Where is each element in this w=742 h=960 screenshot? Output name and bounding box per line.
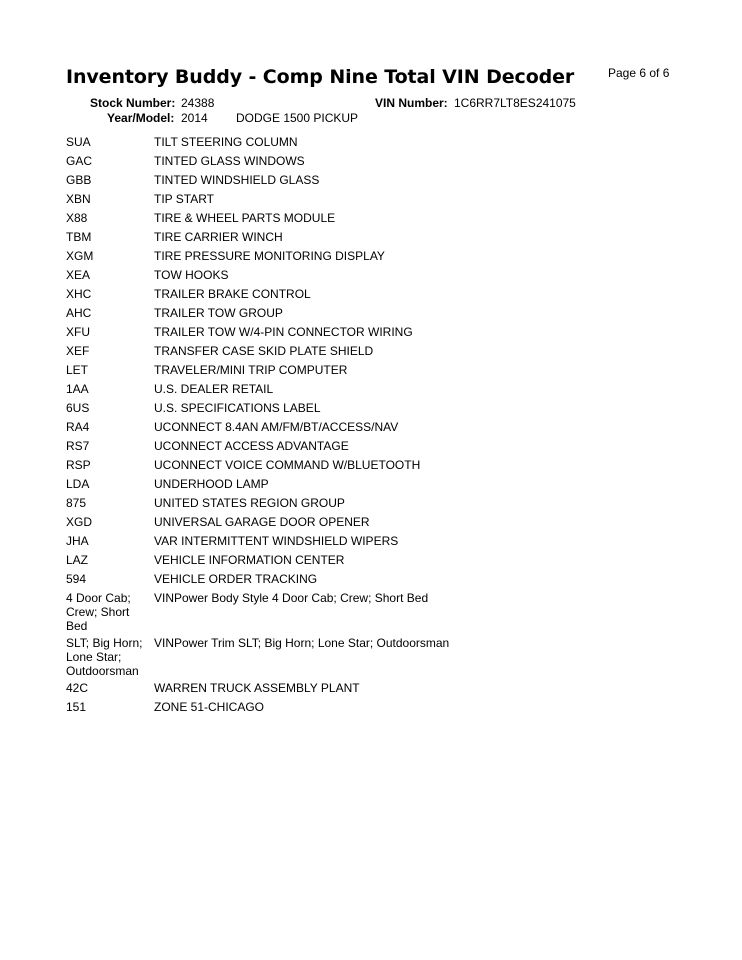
option-row xyxy=(66,697,486,716)
option-row xyxy=(66,208,486,227)
stock-number-label: Stock Number: xyxy=(90,96,176,110)
option-description: TIRE CARRIER WINCH xyxy=(154,230,283,244)
option-description: VINPower Trim SLT; Big Horn; Lone Star; Outdoorsman xyxy=(154,636,450,650)
stock-number-value: 24388 xyxy=(181,96,215,110)
option-description: TRAILER BRAKE CONTROL xyxy=(154,287,311,301)
option-code: LET xyxy=(66,363,89,377)
option-row xyxy=(66,170,486,189)
option-row xyxy=(66,379,486,398)
option-row xyxy=(66,227,486,246)
option-row xyxy=(66,512,486,531)
option-code: 875 xyxy=(66,496,87,510)
option-code: 42C xyxy=(66,681,89,695)
option-description: U.S. DEALER RETAIL xyxy=(154,382,274,396)
option-description: TILT STEERING COLUMN xyxy=(154,135,298,149)
option-description: TINTED GLASS WINDOWS xyxy=(154,154,305,168)
option-row xyxy=(66,455,486,474)
option-description: ZONE 51-CHICAGO xyxy=(154,700,265,714)
option-code: XFU xyxy=(66,325,90,339)
page-title: Inventory Buddy - Comp Nine Total VIN Decoder xyxy=(66,66,575,88)
option-description: TIRE & WHEEL PARTS MODULE xyxy=(154,211,336,225)
option-code: RA4 xyxy=(66,420,90,434)
option-description: WARREN TRUCK ASSEMBLY PLANT xyxy=(154,681,360,695)
option-code: AHC xyxy=(66,306,92,320)
option-code: 151 xyxy=(66,700,87,714)
option-row xyxy=(66,633,486,678)
option-row xyxy=(66,474,486,493)
option-code: 6US xyxy=(66,401,90,415)
vin-number-value: 1C6RR7LT8ES241075 xyxy=(454,96,576,110)
option-description: UNIVERSAL GARAGE DOOR OPENER xyxy=(154,515,370,529)
option-row xyxy=(66,678,486,697)
option-row xyxy=(66,398,486,417)
page-number: Page 6 of 6 xyxy=(608,66,670,80)
option-description: UCONNECT ACCESS ADVANTAGE xyxy=(154,439,349,453)
option-code: 594 xyxy=(66,572,87,586)
option-code: RSP xyxy=(66,458,91,472)
option-row xyxy=(66,303,486,322)
option-description: TINTED WINDSHIELD GLASS xyxy=(154,173,320,187)
option-description: U.S. SPECIFICATIONS LABEL xyxy=(154,401,321,415)
option-code: XGD xyxy=(66,515,93,529)
option-row xyxy=(66,360,486,379)
option-row xyxy=(66,569,486,588)
option-row xyxy=(66,588,486,633)
option-code: GAC xyxy=(66,154,93,168)
option-code: TBM xyxy=(66,230,92,244)
option-description: TRAVELER/MINI TRIP COMPUTER xyxy=(154,363,348,377)
option-description: UNDERHOOD LAMP xyxy=(154,477,269,491)
option-row xyxy=(66,151,486,170)
option-code: X88 xyxy=(66,211,88,225)
option-code: 4 Door Cab; Crew; Short Bed xyxy=(66,591,131,633)
option-code: XGM xyxy=(66,249,94,263)
options-list xyxy=(66,132,486,716)
option-row xyxy=(66,189,486,208)
option-code: RS7 xyxy=(66,439,90,453)
option-description: TIRE PRESSURE MONITORING DISPLAY xyxy=(154,249,385,263)
vin-number-label: VIN Number: xyxy=(375,96,448,110)
model-value: DODGE 1500 PICKUP xyxy=(236,111,359,125)
option-row xyxy=(66,284,486,303)
option-code: LDA xyxy=(66,477,90,491)
option-description: UCONNECT 8.4AN AM/FM/BT/ACCESS/NAV xyxy=(154,420,399,434)
option-row xyxy=(66,550,486,569)
option-description: TRANSFER CASE SKID PLATE SHIELD xyxy=(154,344,374,358)
option-row xyxy=(66,132,486,151)
option-description: UNITED STATES REGION GROUP xyxy=(154,496,345,510)
option-description: VEHICLE INFORMATION CENTER xyxy=(154,553,345,567)
option-code: GBB xyxy=(66,173,92,187)
option-description: UCONNECT VOICE COMMAND W/BLUETOOTH xyxy=(154,458,421,472)
option-code: XEF xyxy=(66,344,90,358)
year-value: 2014 xyxy=(181,111,208,125)
option-code: LAZ xyxy=(66,553,89,567)
option-code: JHA xyxy=(66,534,89,548)
option-description: VAR INTERMITTENT WINDSHIELD WIPERS xyxy=(154,534,399,548)
option-row xyxy=(66,322,486,341)
option-description: VINPower Body Style 4 Door Cab; Crew; Short Bed xyxy=(154,591,429,605)
option-row xyxy=(66,493,486,512)
option-description: TRAILER TOW W/4-PIN CONNECTOR WIRING xyxy=(154,325,413,339)
option-description: TOW HOOKS xyxy=(154,268,229,282)
option-description: TIP START xyxy=(154,192,215,206)
option-code: SLT; Big Horn; Lone Star; Outdoorsman xyxy=(66,636,143,678)
option-row xyxy=(66,265,486,284)
option-code: SUA xyxy=(66,135,91,149)
option-row xyxy=(66,341,486,360)
year-model-label: Year/Model: xyxy=(107,111,175,125)
option-description: TRAILER TOW GROUP xyxy=(154,306,283,320)
option-row xyxy=(66,436,486,455)
option-row xyxy=(66,246,486,265)
option-code: XHC xyxy=(66,287,92,301)
option-code: XEA xyxy=(66,268,91,282)
option-code: XBN xyxy=(66,192,91,206)
option-description: VEHICLE ORDER TRACKING xyxy=(154,572,318,586)
option-code: 1AA xyxy=(66,382,89,396)
option-row xyxy=(66,531,486,550)
option-row xyxy=(66,417,486,436)
